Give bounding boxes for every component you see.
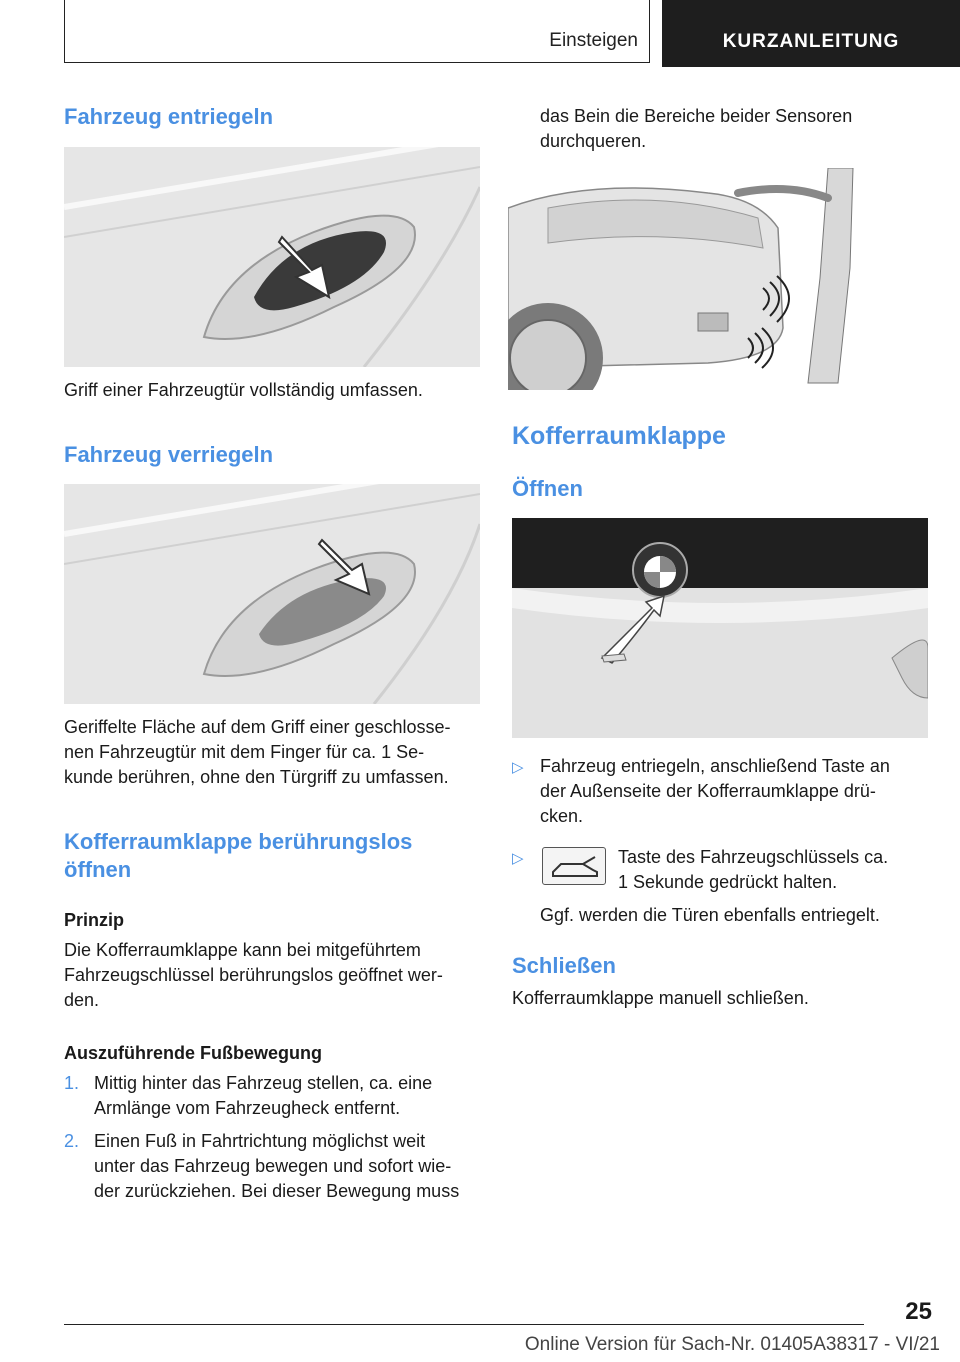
heading-foot-movement: Auszuführende Fußbewegung (64, 1043, 322, 1063)
door-handle-grip-figure (64, 147, 480, 367)
door-handle-grip-illustration (64, 147, 480, 367)
open-instructions (512, 754, 932, 928)
heading-close: Schließen (512, 953, 616, 978)
step-list (64, 1071, 484, 1204)
bullet-2-line-1: Taste des Fahrzeugschlüssels ca. (618, 847, 889, 867)
kick-sensor-illustration (508, 168, 864, 390)
bullet-triangle-icon: ▷ (512, 759, 524, 776)
heading-touchless-trunk-line-2: öffnen (64, 857, 132, 882)
heading-touchless-trunk-line-1: Kofferraumklappe berührungslos (64, 829, 413, 854)
footer-divider (64, 1324, 864, 1325)
lock-text-line-1: Geriffelte Fläche auf dem Griff einer geschlosse- (64, 717, 451, 737)
bullet-1-line-2: der Außenseite der Kofferraumklappe drü- (540, 781, 876, 801)
bullet-1-line-3: cken. (540, 806, 584, 826)
step-2-continuation (540, 104, 852, 154)
step-1-line-2: Armlänge vom Fahrzeugheck entfernt. (94, 1098, 401, 1118)
principle-line-1: Die Kofferraumklappe kann bei mitgeführtem (64, 940, 421, 960)
step-number: 2. (64, 1131, 80, 1151)
lock-instruction (64, 715, 451, 790)
trunk-button-figure (512, 518, 928, 738)
step-1-line-1: Mittig hinter das Fahrzeug stellen, ca. eine (94, 1073, 433, 1093)
bullet-item (512, 845, 932, 928)
heading-unlock: Fahrzeug entriegeln (64, 104, 274, 129)
step-item (64, 1071, 484, 1121)
step-item (64, 1129, 484, 1204)
step-2-line-2: unter das Fahrzeug bewegen und sofort wie- (94, 1156, 452, 1176)
lock-text-line-3: kunde berühren, ohne den Türgriff zu umfassen. (64, 767, 449, 787)
heading-principle: Prinzip (64, 910, 125, 930)
header-chapter-box (662, 0, 960, 67)
principle-line-2: Fahrzeugschlüssel berührungslos geöffnet wer- (64, 965, 443, 985)
bullet-1-line-1: Fahrzeug entriegeln, anschließend Taste an (540, 756, 890, 776)
heading-touchless-trunk (64, 828, 412, 884)
step-2-line-3: der zurückziehen. Bei dieser Bewegung muss (94, 1181, 460, 1201)
step-2-line-1: Einen Fuß in Fahrtrichtung möglichst weit (94, 1131, 426, 1151)
heading-open: Öffnen (512, 476, 583, 501)
trunk-button-illustration (512, 518, 928, 738)
trunk-key-button-icon (542, 847, 606, 885)
header-chapter: KURZANLEITUNG (722, 31, 900, 52)
door-handle-touch-illustration (64, 484, 480, 704)
header-section: Einsteigen (549, 30, 638, 51)
bullet-item (512, 754, 932, 829)
bmw-logo-icon (633, 543, 687, 597)
footer-online-version: Online Version für Sach-Nr. 01405A38317 - VI/21 (524, 1334, 940, 1355)
page-number: 25 (905, 1298, 932, 1325)
principle-text (64, 938, 443, 1013)
heading-trunk: Kofferraumklappe (512, 422, 726, 450)
principle-line-3: den. (64, 990, 100, 1010)
bullet-2-note: Ggf. werden die Türen ebenfalls entriegelt. (540, 905, 880, 925)
continuation-line-1: das Bein die Bereiche beider Sensoren (540, 106, 853, 126)
step-number: 1. (64, 1073, 80, 1093)
door-handle-touch-figure (64, 484, 480, 704)
bullet-2-line-2: 1 Sekunde gedrückt halten. (618, 872, 838, 892)
close-instruction: Kofferraumklappe manuell schließen. (512, 988, 809, 1008)
kick-sensor-figure (508, 168, 864, 390)
car-trunk-symbol (543, 848, 605, 884)
continuation-line-2: durchqueren. (540, 131, 647, 151)
lock-text-line-2: nen Fahrzeugtür mit dem Finger für ca. 1 Se- (64, 742, 425, 762)
bullet-triangle-icon: ▷ (512, 850, 524, 867)
heading-lock: Fahrzeug verriegeln (64, 442, 274, 467)
unlock-instruction: Griff einer Fahrzeugtür vollständig umfassen. (64, 380, 423, 400)
